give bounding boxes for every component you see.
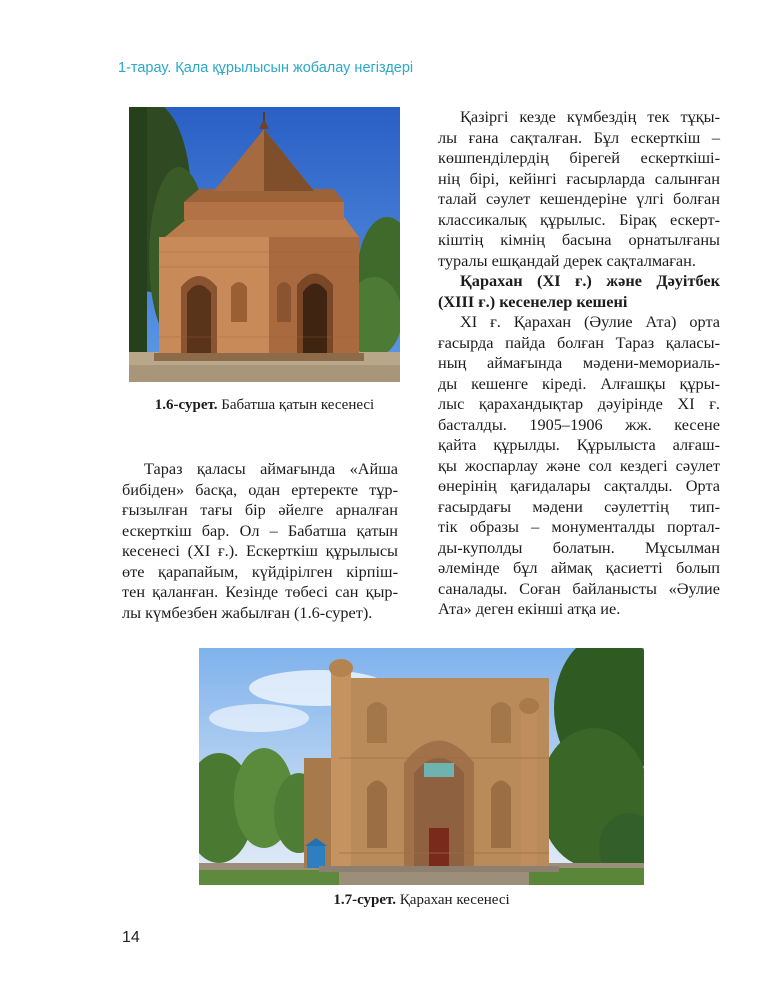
text-line: туралы ешқандай дерек сақталмаған.	[438, 250, 696, 270]
figure-1-7-caption	[199, 892, 644, 909]
text-line: ды-куполды болатын. Мұсылман	[438, 537, 720, 557]
text-line: саналады. Соған байланысты «Әулие	[438, 578, 720, 598]
text-line: басталды. 1905–1906 жж. кесене	[438, 414, 720, 434]
figure-1-6-caption	[129, 397, 400, 414]
text-line: Қазіргі кезде күмбездің тек тұқы-	[460, 107, 720, 126]
text-line: лы күмбезбен жабылған (1.6-сурет).	[122, 602, 373, 622]
text-line: Тараз қаласы аймағында «Айша	[144, 459, 398, 478]
figure-1-6-text: Бабатша қатын кесенесі	[221, 397, 375, 413]
text-line: лы ғана сақталған. Бұл ескерткіш –	[438, 127, 720, 147]
page-number: 14	[122, 929, 140, 946]
text-line: өте қарапайым, күйдірілген кірпіш-	[122, 561, 398, 581]
text-line: әлемінде бұл аймақ қасиетті болып	[438, 558, 720, 577]
text-line: ғасырдағы мәдени сәулеттің тип-	[438, 496, 720, 516]
figure-1-7-text: Қарахан кесенесі	[399, 892, 510, 908]
text-line: классикалық құрылыс. Бірақ ескерт-	[438, 209, 720, 229]
text-line: тік образы – монументалды портал-	[438, 517, 720, 536]
text-line: қайта құрылды. Құрылыста алғаш-	[438, 435, 720, 454]
figure-1-6-photo	[129, 107, 400, 382]
section-heading-line: Қарахан (ХІ ғ.) және Дәуітбек	[460, 271, 720, 290]
text-line: өнерінің қағидалары сақталды. Орта	[438, 476, 720, 495]
text-line: қы жоспарлау және сол кездегі сәулет	[438, 455, 720, 475]
figure-1-6-label: 1.6-сурет.	[154, 397, 218, 413]
left-column-text	[122, 459, 398, 623]
text-line: кіштің кімнің басына орнатылғаны	[438, 230, 720, 249]
text-line: тен қаланған. Кезінде төбесі сан қыр-	[122, 582, 398, 601]
figure-1-7-label: 1.7-сурет.	[333, 892, 397, 908]
text-line: нің бірі, кейінгі ғасырларда салынған	[438, 168, 720, 188]
text-line: талай сәулет кешендеріне үлгі болған	[438, 189, 720, 208]
text-line: бибіден» басқа, одан ертеректе тұр-	[122, 479, 398, 499]
section-heading-line: (ХІІІ ғ.) кесенелер кешені	[438, 291, 628, 311]
right-column-text	[438, 107, 720, 620]
text-line: Ата» деген екінші атқа ие.	[438, 599, 621, 618]
chapter-header: 1-тарау. Қала құрылысын жобалау негіздері	[118, 60, 414, 76]
text-line: ғасырда пайда болған Тараз қаласы-	[438, 332, 720, 352]
text-line: көшпенділердің бірегей ескерткіші-	[438, 148, 720, 167]
text-line: ды кешенге кіреді. Алғашқы құры-	[438, 373, 720, 393]
text-line: ХІ ғ. Қарахан (Әулие Ата) орта	[460, 312, 720, 331]
text-line: лыс қарахандықтар дәуірінде XI ғ.	[438, 394, 720, 413]
text-line: ескерткіш бар. Ол – Бабатша қатын	[122, 520, 398, 540]
text-line: ғызылған тағы бір әйелге арналған	[122, 500, 398, 519]
text-line: кесенесі (ХІ ғ.). Ескерткіш құрылысы	[122, 541, 398, 560]
figure-1-7-photo	[199, 648, 644, 885]
text-line: ның аймағында мәдени-мемориаль-	[438, 353, 720, 372]
